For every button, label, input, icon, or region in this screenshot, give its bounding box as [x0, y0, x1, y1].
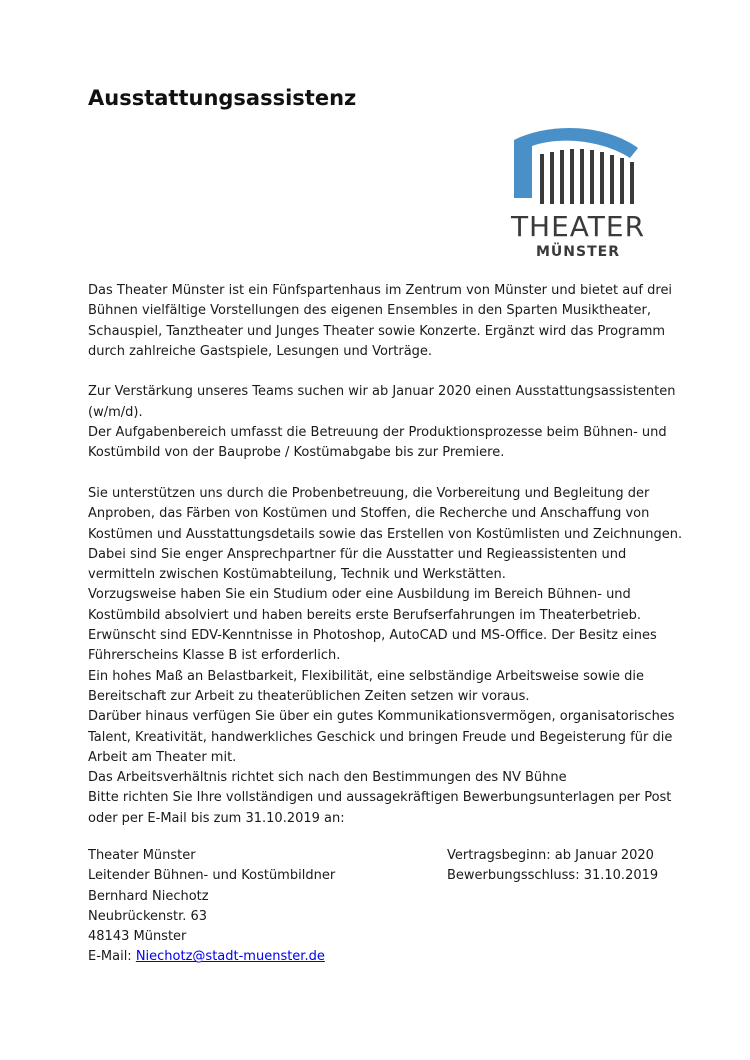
logo-bar [560, 150, 564, 204]
contact-name: Bernhard Niechotz [88, 888, 209, 904]
contact-block [88, 846, 388, 968]
search-paragraph: Zur Verstärkung unseres Teams suchen wir ab Januar 2020 einen Ausstattungsassistenten (w/m/d). [88, 384, 676, 420]
logo-blue-shape [514, 128, 638, 198]
contact-street: Neubrückenstr. 63 [88, 908, 208, 924]
contact-email-line [88, 947, 388, 967]
logo-bar [570, 149, 574, 204]
tasks-paragraph: Sie unterstützen uns durch die Probenbetreuung, die Vorbereitung und Begleitung der Anproben, das Färben von Kostümen und Stoffen, die Recherche und Anschaffung von Kostümen und Ausstattungsdetails sowie das Erstellen von Kostümlisten und Zeichnungen. Dabei sind Sie enger Ansprechpartner für die Ausstatter und Regieassistenten und vermitteln zwischen Kostümabteilung, Technik und Werkstätten. [88, 485, 683, 583]
application-deadline: Bewerbungsschluss: 31.10.2019 [447, 868, 659, 884]
logo-bar [630, 162, 634, 204]
contact-role: Leitender Bühnen- und Kostümbildner [88, 868, 336, 884]
skills-paragraph: Erwünscht sind EDV-Kenntnisse in Photoshop, AutoCAD und MS-Office. Der Besitz eines Führerscheins Klasse B ist erforderlich. [88, 628, 657, 664]
apply-paragraph: Bitte richten Sie Ihre vollständigen und aussagekräftigen Bewerbungsunterlagen per Post oder per E-Mail bis zum 31.10.2019 an: [88, 790, 672, 826]
contact-city: 48143 Münster [88, 929, 187, 945]
email-label: E-Mail: [88, 949, 136, 965]
job-description [88, 281, 688, 829]
logo-bar [580, 149, 584, 204]
logo-bar [620, 158, 624, 204]
theater-muenster-logo [510, 118, 650, 268]
logo-bar [590, 150, 594, 204]
scope-paragraph: Der Aufgabenbereich umfasst die Betreuung der Produktionsprozesse beim Bühnen- und Kostümbild von der Bauprobe / Kostümabgabe bis zur Premiere. [88, 425, 667, 461]
soft-skills-paragraph: Darüber hinaus verfügen Sie über ein gutes Kommunikationsvermögen, organisatorisches Talent, Kreativität, handwerkliches Geschick und bringen Freude und Begeisterung für die Arbeit am Theater mit. [88, 709, 675, 765]
logo-word-city: MÜNSTER [536, 244, 620, 260]
logo-bar [600, 152, 604, 204]
expectations-paragraph: Ein hohes Maß an Belastbarkeit, Flexibilität, eine selbständige Arbeitsweise sowie die Bereitschaft zur Arbeit zu theaterüblichen Zeiten setzen wir voraus. [88, 668, 645, 704]
email-link[interactable]: Niechotz@stadt-muenster.de [135, 949, 325, 965]
intro-paragraph: Das Theater Münster ist ein Fünfspartenhaus im Zentrum von Münster und bietet auf drei Bühnen vielfältige Vorstellungen des eigenen Ensembles in den Sparten Musiktheater, Schauspiel, Tanztheater und Junges Theater sowie Konzerte. Ergänzt wird das Programm durch zahlreiche Gastspiele, Lesungen und Vorträge. [88, 283, 673, 359]
logo-bar [550, 152, 554, 204]
requirements-paragraph: Vorzugsweise haben Sie ein Studium oder eine Ausbildung im Bereich Bühnen- und Kostümbild absolviert und haben bereits erste Berufserfahrungen im Theaterbetrieb. [88, 587, 641, 623]
logo-word-theater: THEATER [510, 210, 646, 243]
contact-org: Theater Münster [88, 848, 196, 863]
theater-building-icon [510, 118, 650, 210]
page-title: Ausstattungsassistenz [88, 86, 357, 110]
logo-bar [540, 154, 544, 204]
logo-bar [610, 155, 614, 204]
contract-paragraph: Das Arbeitsverhältnis richtet sich nach den Bestimmungen des NV Bühne [88, 770, 567, 786]
dates-block [447, 846, 667, 887]
contract-start: Vertragsbeginn: ab Januar 2020 [447, 848, 654, 863]
